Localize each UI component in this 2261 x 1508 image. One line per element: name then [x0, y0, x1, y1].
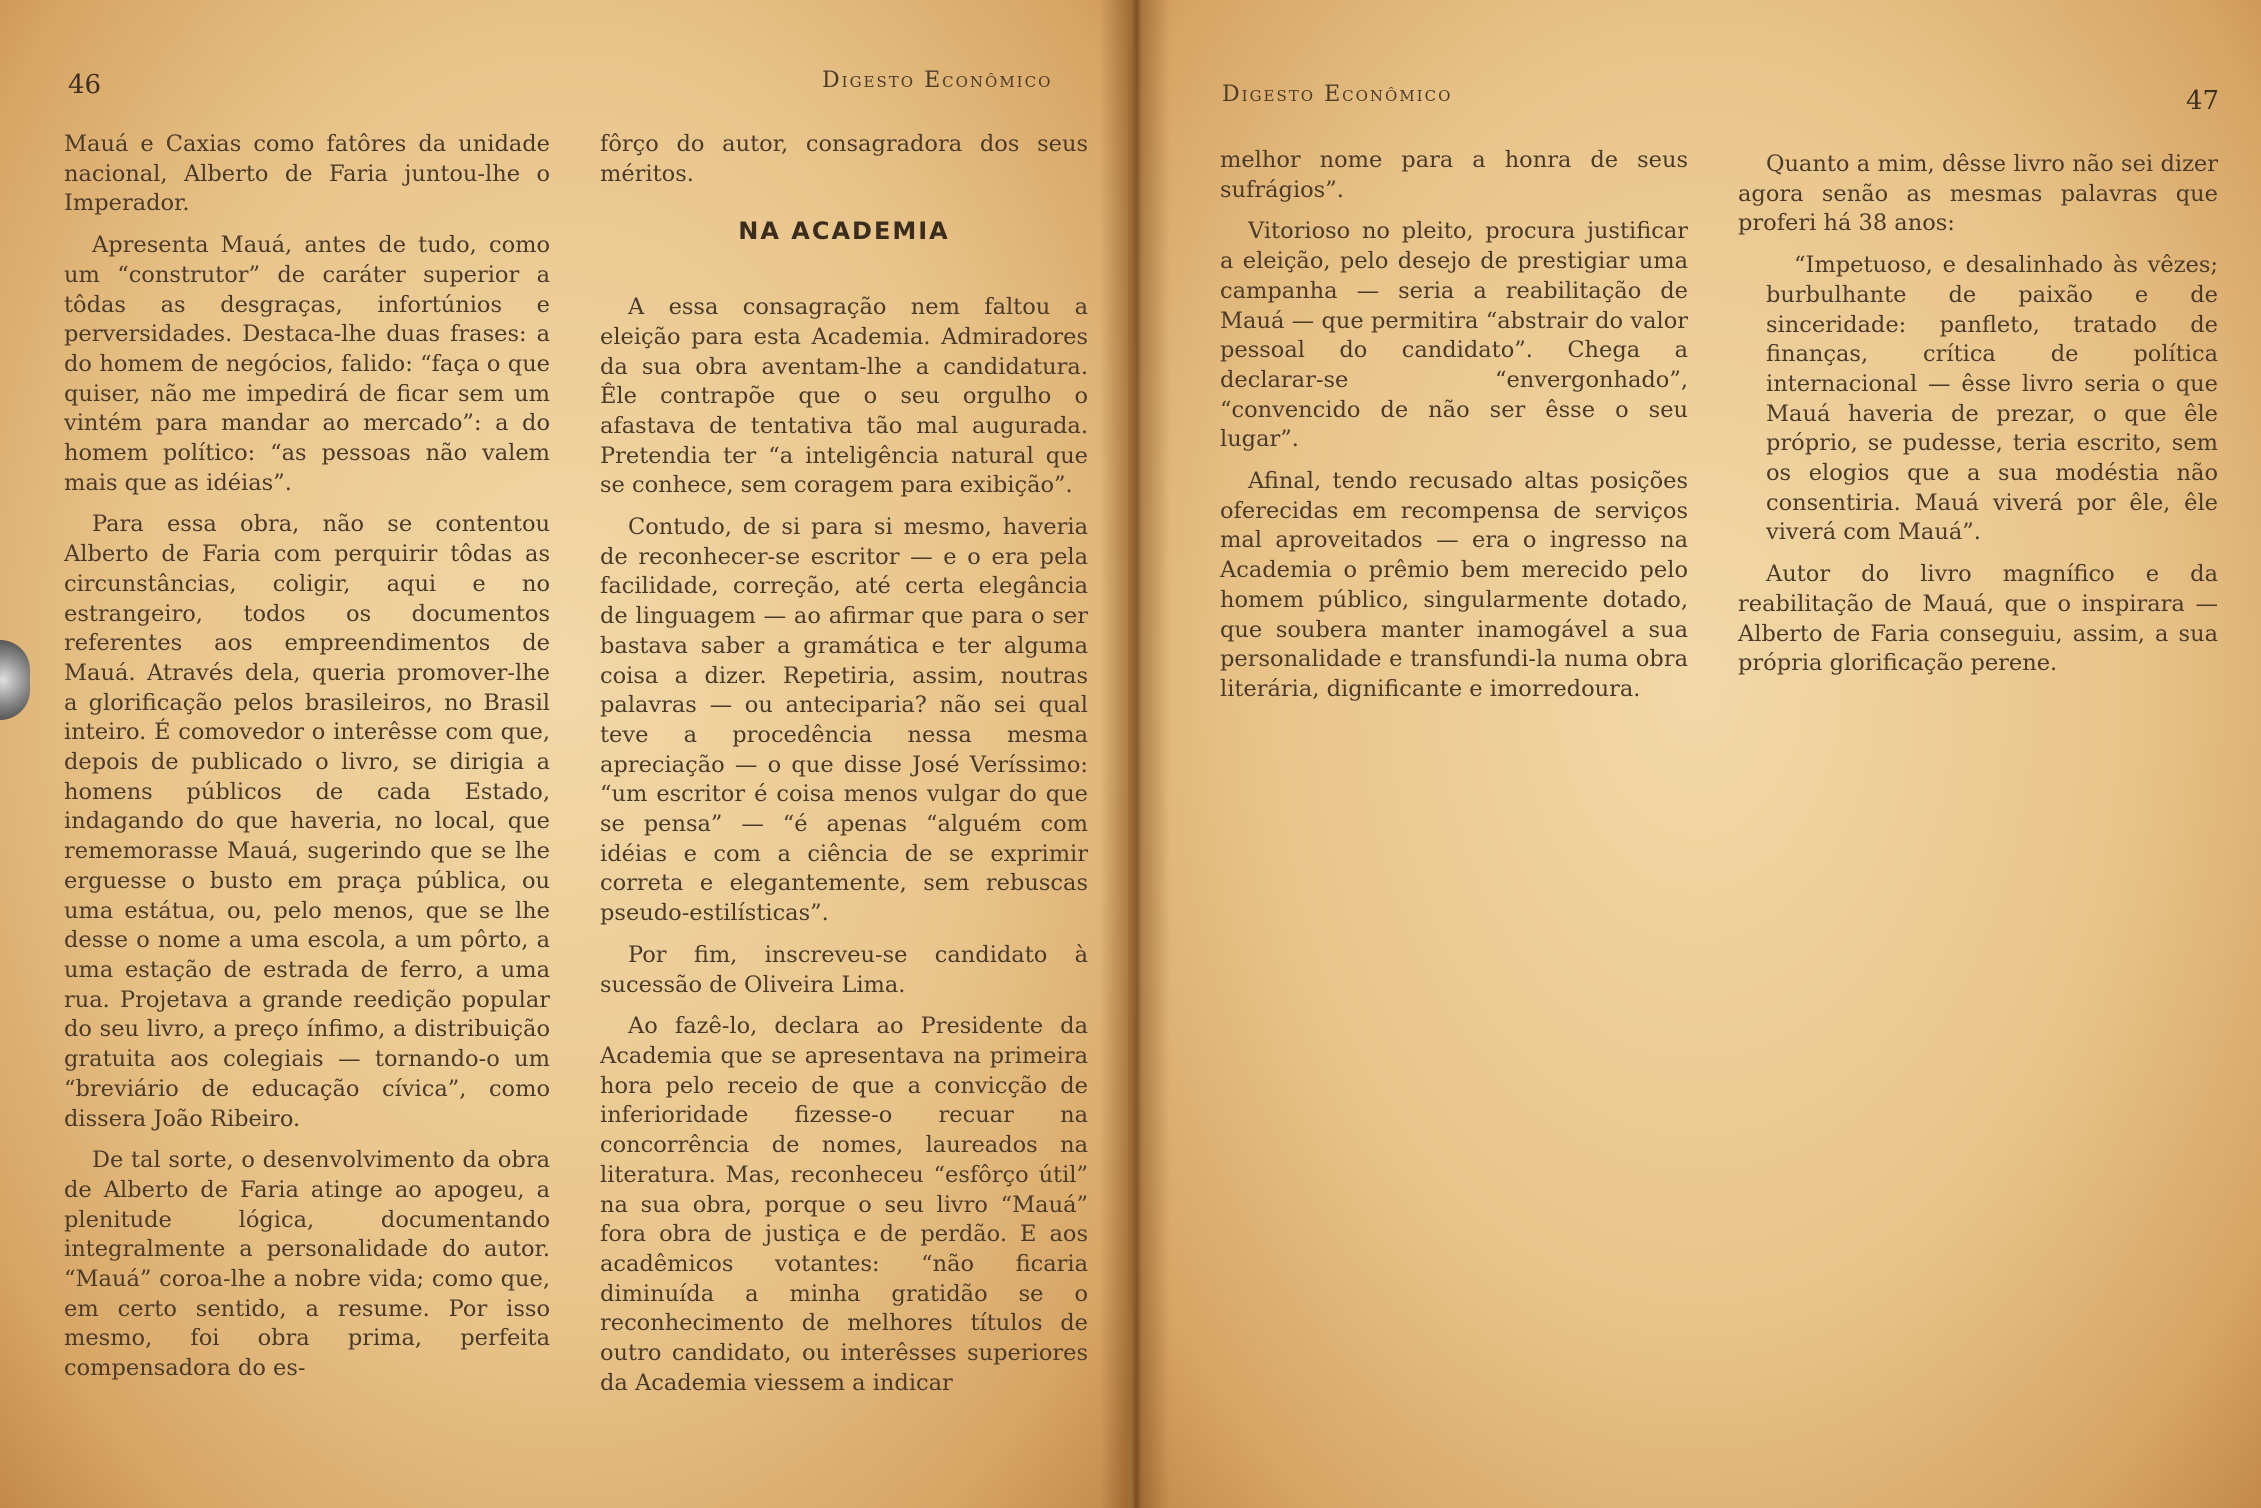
- paragraph: Ao fazê-lo, declara ao Presidente da Academia que se apresentava na primeira hora pelo receio de que a convicção de inferioridade fizesse-o recuar na concorrência de nomes, laureados na literatura. Mas, reconheceu “esfôrço útil” na sua obra, porque o seu livro “Mauá” fora obra de justiça e de perdão. E aos acadêmicos votantes: “não ficaria diminuída a minha gratidão se o reconhecimento de melhores títulos de outro candidato, ou interêsses superiores da Academia viessem a indicar: [600, 1013, 1088, 1396]
- right-page: [1134, 0, 2261, 1508]
- paragraph: Vitorioso no pleito, procura justificar a eleição, pelo desejo de prestigiar uma campanha — seria a reabilitação de Mauá — que permitira “abstrair do valor pessoal do candidato”. Chega a declarar-se “envergonhado”, “convencido de não ser êsse o seu lugar”.: [1220, 218, 1688, 453]
- right-page-column-1: [1220, 146, 1688, 717]
- left-page-column-2: [600, 130, 1088, 1410]
- left-page: [0, 0, 1128, 1508]
- paragraph: Por fim, inscreveu-se candidato à sucessão de Oliveira Lima.: [600, 941, 1088, 998]
- section-heading: NA ACADEMIA: [738, 217, 950, 246]
- paragraph: melhor nome para a honra de seus sufrágios”.: [1220, 147, 1688, 203]
- paragraph: Apresenta Mauá, antes de tudo, como um “construtor” de caráter superior a tôdas as desgraças, infortúnios e perversidades. Destaca-lhe duas frases: a do homem de negócios, falido: “faça o que quiser, não me impedirá de ficar sem um vintém para mandar ao mercado”: a do homem político: “as pessoas não valem mais que as idéias”.: [64, 232, 550, 496]
- paragraph: A essa consagração nem faltou a eleição para esta Academia. Admiradores da sua obra aventam-lhe a candidatura. Êle contrapõe que o seu orgulho o afastava de tentativa tão mal augurada. Pretendia ter “a inteligência natural que se conhece, sem coragem para exibição”.: [600, 294, 1088, 499]
- paragraph: De tal sorte, o desenvolvimento da obra de Alberto de Faria atinge ao apogeu, a plenitude lógica, documentando integralmente a personalidade do autor. “Mauá” coroa-lhe a nobre vida; como que, em certo sentido, a resume. Por isso mesmo, foi obra prima, perfeita compensadora do es-: [64, 1147, 550, 1382]
- page-edge-clip: [0, 640, 30, 720]
- running-head-left: Digesto Econômico: [822, 68, 1053, 93]
- paragraph: fôrço do autor, consagradora dos seus méritos.: [600, 131, 1088, 187]
- page-number-left: 46: [68, 70, 102, 100]
- running-head-right: Digesto Econômico: [1222, 82, 1453, 107]
- left-page-column-1: [64, 130, 550, 1396]
- right-page-column-2: [1738, 150, 2218, 691]
- page-number-right: 47: [2186, 86, 2220, 116]
- paragraph: Mauá e Caxias como fatôres da unidade nacional, Alberto de Faria juntou-lhe o Imperador.: [64, 131, 550, 217]
- paragraph: Contudo, de si para si mesmo, haveria de reconhecer-se escritor — e o era pela facilidade, correção, até certa elegância de linguagem — ao afirmar que para o ser bastava saber a gramática e ter alguma coisa a dizer. Repetiria, assim, noutras palavras — ou anteciparia? não sei qual teve a procedência nessa mesma apreciação — o que disse José Veríssimo: “um escritor é coisa menos vulgar do que se pensa” — “é apenas “alguém com idéias e com a ciência de se exprimir correta e elegantemente, sem rebuscas pseudo-estilísticas”.: [600, 514, 1088, 927]
- quote-paragraph: “Impetuoso, e desalinhado às vêzes; burbulhante de paixão e de sinceridade: panfleto, tratado de finanças, crítica de política internacional — êsse livro seria o que Mauá haveria de prezar, o que êle próprio, se pudesse, teria escrito, sem os elogios que a sua modéstia não consentiria. Mauá viverá por êle, êle viverá com Mauá”.: [1766, 252, 2218, 546]
- book-gutter: [1100, 0, 1170, 1508]
- paragraph: Autor do livro magnífico e da reabilitação de Mauá, que o inspirara — Alberto de Faria conseguiu, assim, a sua própria glorificação perene.: [1738, 561, 2218, 677]
- paragraph: Afinal, tendo recusado altas posições oferecidas em recompensa de serviços mal aproveitados — era o ingresso na Academia o prêmio bem merecido pelo homem público, singularmente dotado, que soubera manter inamogável a sua personalidade e transfundi-la numa obra literária, dignificante e imorredoura.: [1220, 468, 1688, 702]
- paragraph: Para essa obra, não se contentou Alberto de Faria com perquirir tôdas as circunstâncias, coligir, aqui e no estrangeiro, todos os documentos referentes aos empreendimentos de Mauá. Através dela, queria promover-lhe a glorificação pelos brasileiros, no Brasil inteiro. É comovedor o interêsse com que, depois de publicado o livro, se dirigia a homens públicos de cada Estado, indagando do que haveria, no local, que rememorasse Mauá, sugerindo que se lhe erguesse o busto em praça pública, ou uma estátua, ou, pelo menos, que se lhe desse o nome a uma escola, a um pôrto, a uma estação de estrada de ferro, a uma rua. Projetava a grande reedição popular do seu livro, a preço ínfimo, a distribuição gratuita aos colegiais — tornando-o um “breviário de educação cívica”, como dissera João Ribeiro.: [64, 511, 550, 1132]
- paragraph: Quanto a mim, dêsse livro não sei dizer agora senão as mesmas palavras que proferi há 38 anos:: [1738, 151, 2218, 237]
